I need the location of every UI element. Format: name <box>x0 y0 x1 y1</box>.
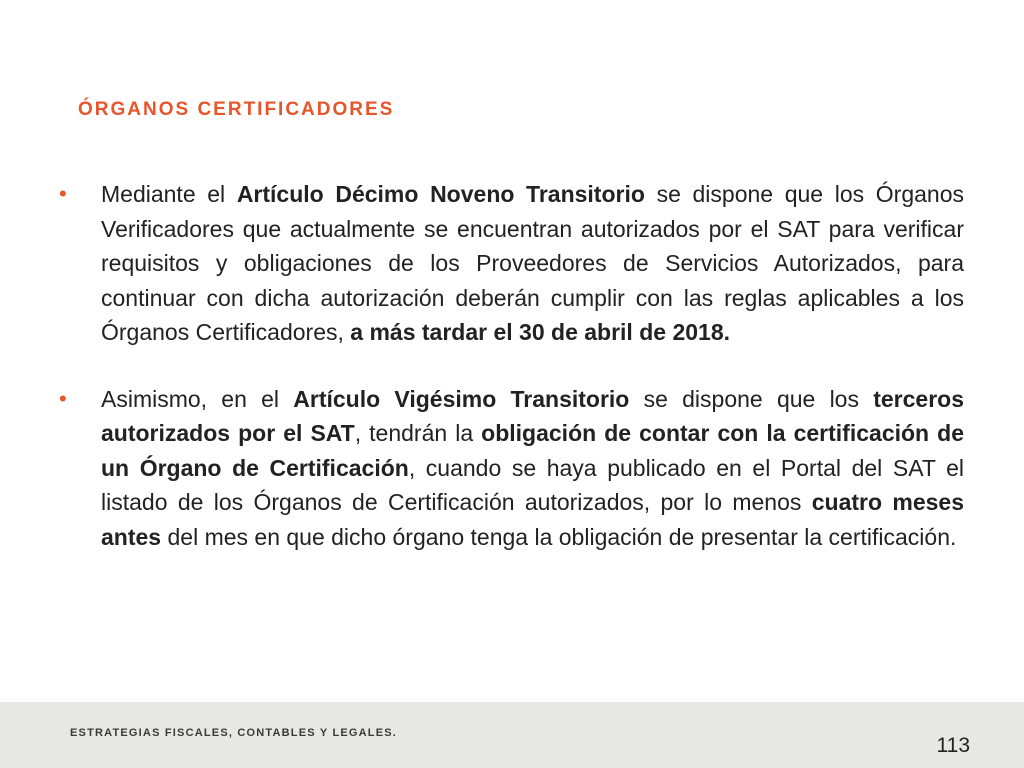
bullet-text-run: se dispone que los Órganos Verificadores que actualmente se encuentran autorizados por el SAT para verificar requisitos y obligaciones de los Proveedores de Servicios Autorizados, para continuar con dicha autorización deberán cumplir con las reglas aplicables a los Órganos Certificadores, <box>101 181 964 345</box>
bullet-text <box>101 181 964 345</box>
bullet-text-bold: Artículo Vigésimo Transitorio <box>293 385 630 412</box>
bullet-text-bold: cuatro meses antes <box>101 489 964 550</box>
bullet-text-bold: obligación de contar con la certificación de un Órgano de Certificación <box>101 420 964 481</box>
bullet-icon: • <box>59 385 67 411</box>
bullet-text-run: del mes en que dicho órgano tenga la obligación de presentar la certificación. <box>161 523 957 550</box>
bullet-text-run: , tendrán la <box>354 420 482 446</box>
bullet-text-bold: Artículo Décimo Noveno Transitorio <box>236 181 645 207</box>
bullet-text-run: , cuando se haya publicado en el Portal del SAT el listado de los Órganos de Certificación autorizados, por lo menos <box>101 454 964 515</box>
bullet-icon: • <box>59 181 67 206</box>
bullet-item <box>56 382 964 555</box>
footer-brand: ESTRATEGIAS FISCALES, CONTABLES Y LEGALES. <box>70 727 398 739</box>
bullet-text <box>101 386 964 550</box>
slide-title: ÓRGANOS CERTIFICADORES <box>78 99 395 120</box>
bullet-item <box>56 177 964 350</box>
bullet-list <box>56 177 964 586</box>
bullet-text-run: Mediante el <box>101 181 237 207</box>
bullet-text-bold: terceros autorizados por el SAT <box>101 385 964 446</box>
bullet-text-run: se dispone que los <box>629 385 874 412</box>
bullet-text-run: Asimismo, en el <box>101 385 294 412</box>
bullet-text-bold: a más tardar el 30 de abril de 2018. <box>350 319 730 345</box>
page-number: 113 <box>936 734 970 757</box>
footer-bar <box>0 702 1024 768</box>
